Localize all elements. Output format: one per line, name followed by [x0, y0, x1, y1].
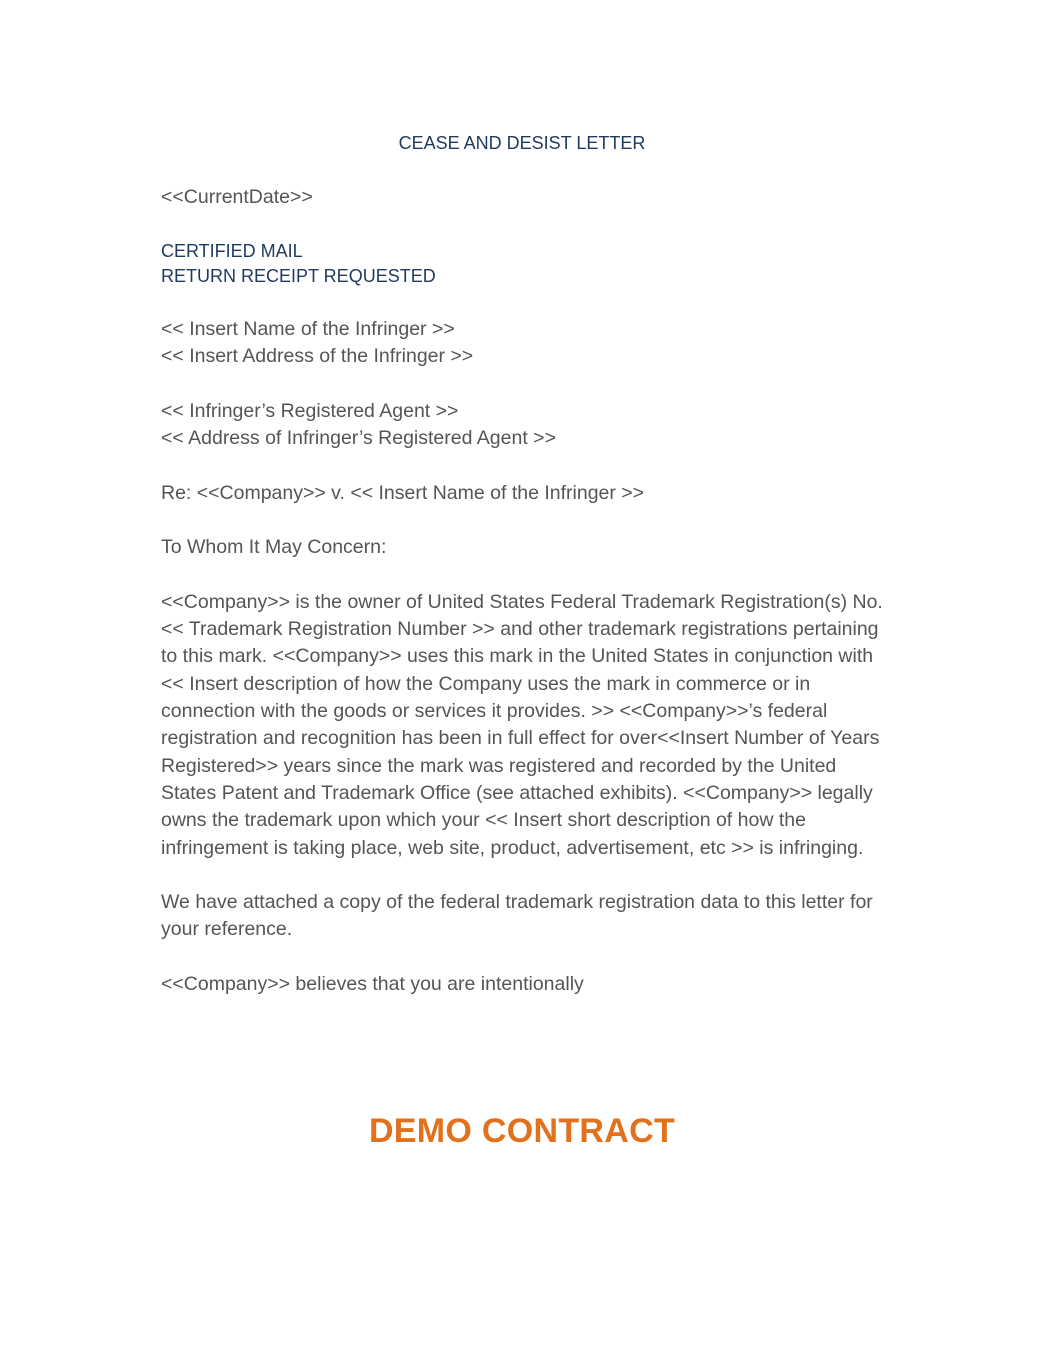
agent-address: << Address of Infringer’s Registered Agent >> — [161, 427, 556, 450]
salutation: To Whom It May Concern: — [161, 536, 387, 559]
agent-name: << Infringer’s Registered Agent >> — [161, 399, 459, 422]
mail-notice — [161, 239, 891, 289]
re-line: Re: <<Company>> v. << Insert Name of the Infringer >> — [161, 481, 645, 504]
recipient-block — [161, 316, 891, 371]
body-paragraph-ownership: <<Company>> is the owner of United States Federal Trademark Registration(s) No. << Trademark Registration Number >> and other trademark registrations pertaining to this mark. <<Company>> uses this mark in the United States in conjunction with << Insert description of how the Company uses the mark in commerce or in connection with the goods or services it provides. >> <<Company>>’s federal registration and recognition has been in full effect for over<<Insert Number of Years Registered>> years since the mark was registered and recorded by the United States Patent and Trademark Office (see attached exhibits). <<Company>> legally owns the trademark upon which your << Insert short description of how the infringement is taking place, web site, product, advertisement, etc >> is infringing. — [161, 590, 883, 859]
recipient-name: << Insert Name of the Infringer >> — [161, 317, 455, 340]
body-paragraph-attachment: We have attached a copy of the federal trademark registration data to this letter for your reference. — [161, 891, 873, 941]
body-paragraph-belief: <<Company>> believes that you are intentionally — [161, 973, 584, 996]
document-title: CEASE AND DESIST LETTER — [398, 133, 646, 153]
recipient-address: << Insert Address of the Infringer >> — [161, 345, 474, 368]
agent-block — [161, 398, 891, 453]
letter-content — [161, 130, 891, 1026]
demo-watermark: DEMO CONTRACT — [368, 1112, 676, 1150]
date-placeholder: <<CurrentDate>> — [161, 186, 313, 208]
certified-mail-line: CERTIFIED MAIL — [161, 240, 303, 261]
return-receipt-line: RETURN RECEIPT REQUESTED — [161, 265, 436, 286]
